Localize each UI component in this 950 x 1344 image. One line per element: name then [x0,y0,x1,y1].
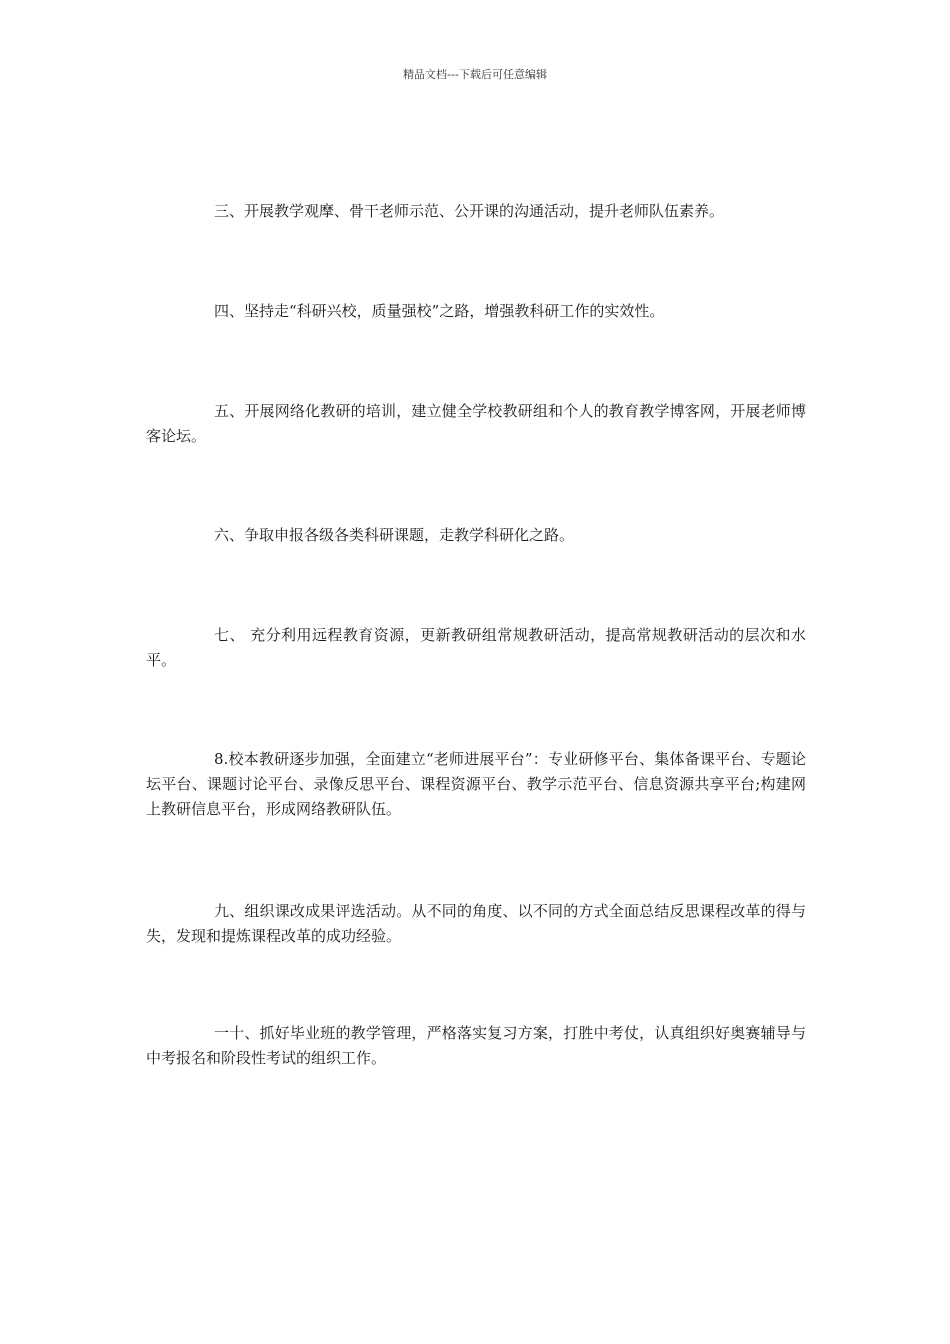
paragraph-9: 九、组织课改成果评选活动。从不同的角度、以不同的方式全面总结反思课程改革的得与失，发现和提炼课程改革的成功经验。 [146,902,806,945]
paragraph-7: 七、 充分利用远程教育资源，更新教研组常规教研活动，提高常规教研活动的层次和水平。 [146,626,806,669]
paragraph-3: 三、开展教学观摩、骨干老师示范、公开课的沟通活动，提升老师队伍素养。 [214,202,725,220]
paragraph-10: 一十、抓好毕业班的教学管理，严格落实复习方案，打胜中考仗，认真组织好奥赛辅导与中考报名和阶段性考试的组织工作。 [146,1024,806,1067]
paragraph-8: 8.校本教研逐步加强，全面建立“老师进展平台”：专业研修平台、集体备课平台、专题论坛平台、课题讨论平台、录像反思平台、课程资源平台、教学示范平台、信息资源共享平台;构建网上教研信息平台，形成网络教研队伍。 [146,750,806,818]
paragraph-4: 四、坚持走“科研兴校，质量强校”之路，增强教科研工作的实效性。 [214,302,665,320]
paragraph-5: 五、开展网络化教研的培训，建立健全学校教研组和个人的教育教学博客网，开展老师博客论坛。 [146,402,806,445]
paragraph-6: 六、争取申报各级各类科研课题，走教学科研化之路。 [214,526,575,544]
page-header: 精品文档---下载后可任意编辑 [403,68,547,81]
